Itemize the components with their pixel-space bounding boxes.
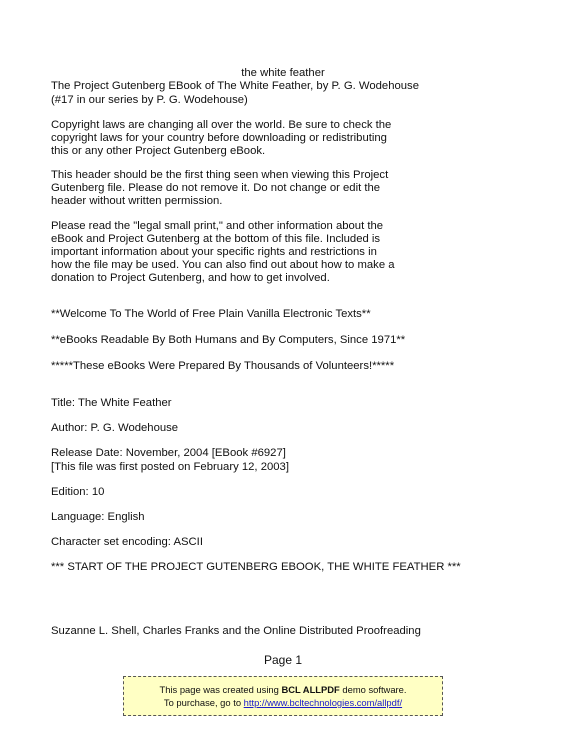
credits-line: Suzanne L. Shell, Charles Franks and the Online Distributed Proofreading	[51, 625, 421, 637]
edition-line: Edition: 10	[51, 486, 105, 498]
start-marker-line: *** START OF THE PROJECT GUTENBERG EBOOK, THE WHITE FEATHER ***	[51, 561, 461, 573]
text-line: This header should be the first thing seen when viewing this Project	[51, 169, 389, 181]
text-line: eBook and Project Gutenberg at the bottom of this file. Included is	[51, 233, 381, 245]
text-line: *****These eBooks Were Prepared By Thousands of Volunteers!*****	[51, 360, 395, 372]
running-header: the white feather	[241, 67, 325, 79]
banner-text: demo software.	[339, 684, 407, 695]
text-line: **Welcome To The World of Free Plain Vanilla Electronic Texts**	[51, 308, 371, 320]
language-line: Language: English	[51, 511, 145, 523]
banner-line-1	[124, 683, 442, 696]
text-line: copyright laws for your country before downloading or redistributing	[51, 132, 387, 144]
banner-product-name: BCL ALLPDF	[281, 684, 340, 695]
text-line: Copyright laws are changing all over the world. Be sure to check the	[51, 119, 392, 131]
text-line: important information about your specific rights and restrictions in	[51, 246, 377, 258]
text-line: The Project Gutenberg EBook of The White Feather, by P. G. Wodehouse	[51, 80, 419, 92]
title-line: Title: The White Feather	[51, 397, 172, 409]
purchase-link[interactable]: http://www.bcltechnologies.com/allpdf/	[243, 697, 403, 708]
encoding-line: Character set encoding: ASCII	[51, 536, 203, 548]
text-line: donation to Project Gutenberg, and how to get involved.	[51, 272, 330, 284]
text-line: Please read the "legal small print," and other information about the	[51, 220, 384, 232]
banner-text: This page was created using	[159, 684, 282, 695]
text-line: Gutenberg file. Please do not remove it. Do not change or edit the	[51, 182, 381, 194]
text-line: header without written permission.	[51, 195, 223, 207]
demo-watermark-banner	[123, 676, 443, 716]
text-line: how the file may be used. You can also find out about how to make a	[51, 259, 395, 271]
text-line: (#17 in our series by P. G. Wodehouse)	[51, 94, 248, 106]
page-number: Page 1	[263, 653, 303, 667]
posted-date-line: [This file was first posted on February 12, 2003]	[51, 461, 289, 473]
release-date-line: Release Date: November, 2004 [EBook #6927]	[51, 447, 286, 459]
author-line: Author: P. G. Wodehouse	[51, 422, 179, 434]
banner-text: To purchase, go to	[163, 697, 244, 708]
text-line: **eBooks Readable By Both Humans and By Computers, Since 1971**	[51, 334, 406, 346]
text-line: this or any other Project Gutenberg eBook.	[51, 145, 266, 157]
banner-line-2	[124, 696, 442, 709]
